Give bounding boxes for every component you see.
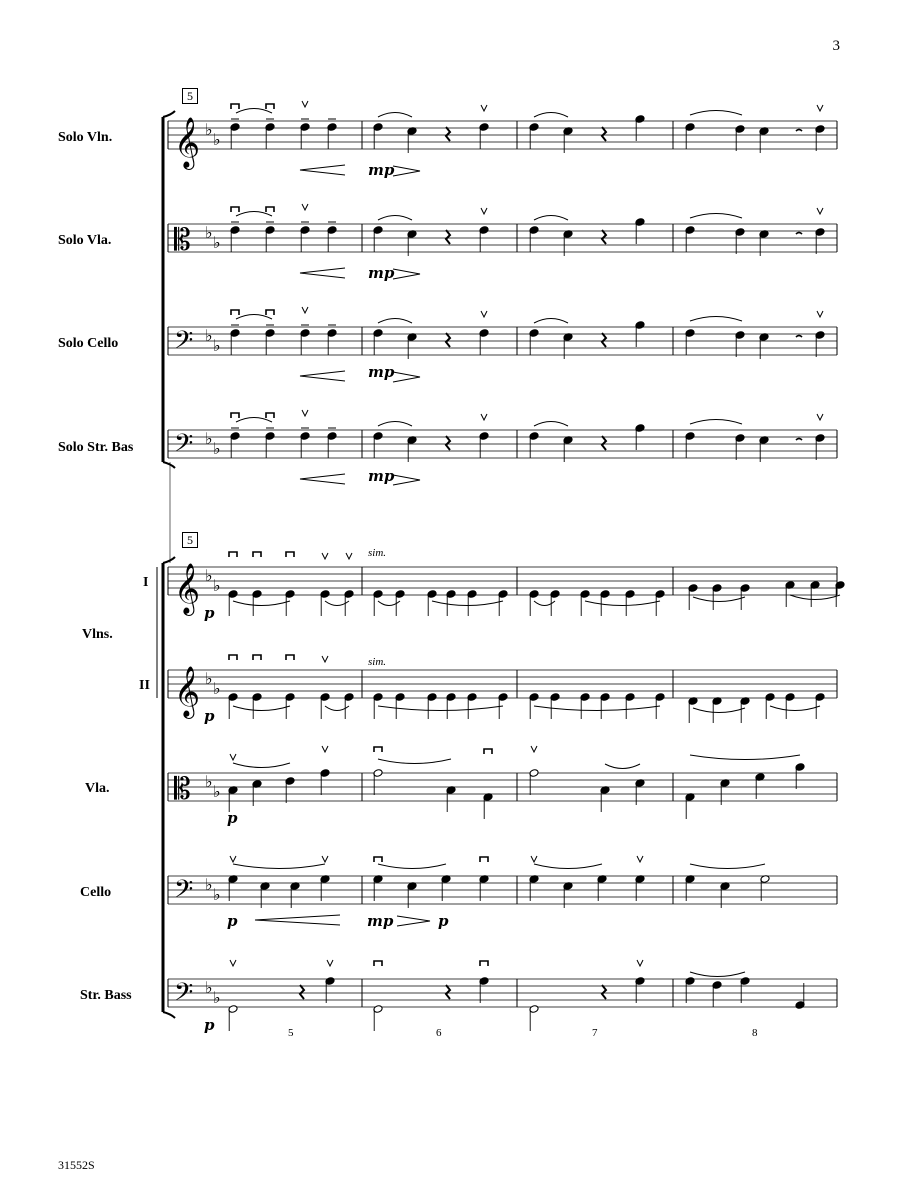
- slur: [378, 601, 400, 606]
- up-bow-icon: [817, 414, 823, 420]
- down-bow-icon: [231, 310, 239, 315]
- down-bow-icon: [286, 655, 294, 660]
- crescendo-hairpin: [300, 165, 345, 175]
- up-bow-icon: [481, 311, 487, 317]
- label-violins: Vlns.: [82, 627, 113, 642]
- slur: [534, 216, 568, 221]
- flat-icon: ♭: [213, 336, 221, 355]
- flat-icon: ♭: [205, 223, 213, 242]
- down-bow-icon: [266, 310, 274, 315]
- slur: [378, 113, 412, 118]
- down-bow-icon: [229, 655, 237, 660]
- quarter-rest: [300, 985, 304, 999]
- quarter-rest: [602, 985, 606, 999]
- up-bow-icon: [230, 856, 236, 862]
- up-bow-icon: [531, 856, 537, 862]
- bass-clef-icon: 𝄢: [174, 978, 194, 1013]
- slur: [236, 418, 272, 423]
- slur: [534, 706, 660, 711]
- dynamic-p: p: [227, 912, 238, 930]
- quarter-rest: [602, 127, 606, 141]
- slur: [378, 216, 412, 221]
- decrescendo-hairpin: [397, 916, 430, 926]
- crescendo-hairpin: [255, 915, 340, 925]
- down-bow-icon: [229, 552, 237, 557]
- flat-icon: ♭: [205, 429, 213, 448]
- flat-icon: ♭: [213, 679, 221, 698]
- flat-icon: ♭: [205, 772, 213, 791]
- down-bow-icon: [266, 413, 274, 418]
- dynamic-mp: mp: [368, 467, 395, 485]
- slur: [790, 595, 840, 600]
- alto-clef-icon: 𝄡: [174, 223, 191, 258]
- bass-clef-icon: 𝄢: [174, 875, 194, 910]
- dynamic-mp: mp: [368, 363, 395, 381]
- slur: [233, 601, 290, 606]
- slur: [690, 420, 742, 425]
- label-solo-cello: Solo Cello: [58, 336, 119, 351]
- up-bow-icon: [481, 105, 487, 111]
- label-string-bass: Str. Bass: [80, 988, 132, 1003]
- slur: [378, 864, 446, 869]
- eighth-rest: [796, 336, 802, 338]
- bass-clef-icon: 𝄢: [174, 326, 194, 361]
- label-violin-1: I: [143, 575, 149, 590]
- up-bow-icon: [637, 960, 643, 966]
- down-bow-icon: [374, 747, 382, 752]
- flat-icon: ♭: [205, 978, 213, 997]
- quarter-rest: [446, 230, 450, 244]
- down-bow-icon: [484, 749, 492, 754]
- flat-icon: ♭: [205, 875, 213, 894]
- down-bow-icon: [231, 207, 239, 212]
- down-bow-icon: [266, 104, 274, 109]
- alto-clef-icon: 𝄡: [174, 772, 191, 807]
- slur: [693, 597, 745, 602]
- flat-icon: ♭: [205, 566, 213, 585]
- flat-icon: ♭: [213, 885, 221, 904]
- up-bow-icon: [322, 553, 328, 559]
- treble-clef-icon: 𝄞: [174, 563, 201, 614]
- expression-sim: sim.: [368, 547, 387, 559]
- slur: [690, 317, 742, 322]
- slur: [236, 212, 272, 217]
- dynamic-p: p: [204, 604, 215, 622]
- quarter-rest: [446, 985, 450, 999]
- slur: [233, 864, 325, 869]
- quarter-rest: [602, 230, 606, 244]
- down-bow-icon: [231, 413, 239, 418]
- flat-icon: ♭: [205, 120, 213, 139]
- up-bow-icon: [481, 208, 487, 214]
- down-bow-icon: [286, 552, 294, 557]
- slur: [378, 319, 412, 324]
- slur: [432, 601, 503, 606]
- slur: [233, 706, 290, 711]
- up-bow-icon: [230, 960, 236, 966]
- page-number: 3: [832, 38, 840, 54]
- slur: [233, 763, 290, 768]
- flat-icon: ♭: [213, 130, 221, 149]
- flat-icon: ♭: [213, 988, 221, 1007]
- expression-sim: sim.: [368, 656, 387, 668]
- rehearsal-mark-system-2: 5: [182, 532, 198, 548]
- label-viola: Vla.: [85, 781, 110, 796]
- eighth-rest: [796, 439, 802, 441]
- decrescendo-hairpin: [393, 372, 420, 382]
- flat-icon: ♭: [213, 782, 221, 801]
- decrescendo-hairpin: [393, 269, 420, 279]
- eighth-rest: [796, 130, 802, 132]
- label-solo-string-bass: Solo Str. Bas: [58, 440, 134, 455]
- up-bow-icon: [322, 746, 328, 752]
- flat-icon: ♭: [213, 233, 221, 252]
- up-bow-icon: [531, 746, 537, 752]
- note-heads: [228, 109, 845, 1032]
- measure-number-5: 5: [288, 1027, 294, 1039]
- slur: [534, 864, 602, 869]
- slur: [378, 706, 503, 711]
- dynamic-p: p: [438, 912, 449, 930]
- treble-clef-icon: 𝄞: [174, 117, 201, 168]
- down-bow-icon: [480, 857, 488, 862]
- quarter-rest: [446, 333, 450, 347]
- flat-icon: ♭: [213, 439, 221, 458]
- slur: [534, 319, 568, 324]
- slur: [690, 755, 800, 760]
- dynamic-mp: mp: [368, 161, 395, 179]
- up-bow-icon: [322, 856, 328, 862]
- eighth-rest: [796, 233, 802, 235]
- dynamic-mp: mp: [367, 912, 394, 930]
- slur: [690, 214, 742, 219]
- quarter-rest: [602, 436, 606, 450]
- down-bow-icon: [253, 655, 261, 660]
- crescendo-hairpin: [300, 371, 345, 381]
- down-bow-icon: [253, 552, 261, 557]
- slur: [770, 706, 820, 711]
- quarter-rest: [446, 436, 450, 450]
- dynamic-p: p: [204, 1016, 215, 1034]
- bass-clef-icon: 𝄢: [174, 429, 194, 464]
- label-solo-viola: Solo Vla.: [58, 233, 112, 248]
- dynamic-p: p: [204, 707, 215, 725]
- up-bow-icon: [230, 754, 236, 760]
- quarter-rest: [446, 127, 450, 141]
- up-bow-icon: [817, 311, 823, 317]
- slur: [605, 764, 640, 769]
- rehearsal-mark-system-1: 5: [182, 88, 198, 104]
- label-cello: Cello: [80, 885, 112, 900]
- up-bow-icon: [346, 553, 352, 559]
- slur: [690, 111, 742, 116]
- crescendo-hairpin: [300, 268, 345, 278]
- system-brackets: [157, 111, 175, 1018]
- catalog-code: 31552S: [58, 1158, 95, 1172]
- up-bow-icon: [327, 960, 333, 966]
- treble-clef-icon: 𝄞: [174, 666, 201, 717]
- slur: [378, 759, 451, 764]
- down-bow-icon: [231, 104, 239, 109]
- slur: [690, 864, 765, 869]
- slur: [378, 422, 412, 427]
- label-solo-violin: Solo Vln.: [58, 130, 113, 145]
- down-bow-icon: [480, 961, 488, 966]
- slur: [534, 601, 555, 606]
- quarter-rest: [602, 333, 606, 347]
- down-bow-icon: [266, 207, 274, 212]
- up-bow-icon: [302, 410, 308, 416]
- measure-number-8: 8: [752, 1027, 758, 1039]
- up-bow-icon: [637, 856, 643, 862]
- decrescendo-hairpin: [393, 166, 420, 176]
- up-bow-icon: [817, 105, 823, 111]
- slur: [690, 972, 745, 977]
- flat-icon: ♭: [205, 326, 213, 345]
- slur: [236, 109, 272, 114]
- articulations-and-dynamics: [204, 101, 823, 1034]
- up-bow-icon: [817, 208, 823, 214]
- up-bow-icon: [302, 101, 308, 107]
- down-bow-icon: [374, 857, 382, 862]
- flat-icon: ♭: [205, 669, 213, 688]
- dynamic-p: p: [227, 809, 238, 827]
- label-violin-2: II: [139, 678, 150, 693]
- measure-number-7: 7: [592, 1027, 598, 1039]
- slur: [534, 422, 568, 427]
- measure-number-6: 6: [436, 1027, 442, 1039]
- down-bow-icon: [374, 961, 382, 966]
- decrescendo-hairpin: [393, 475, 420, 485]
- up-bow-icon: [481, 414, 487, 420]
- slur: [534, 113, 568, 118]
- crescendo-hairpin: [300, 474, 345, 484]
- slur: [693, 708, 745, 713]
- slur: [585, 601, 660, 606]
- slur: [236, 315, 272, 320]
- up-bow-icon: [322, 656, 328, 662]
- dynamic-mp: mp: [368, 264, 395, 282]
- up-bow-icon: [302, 307, 308, 313]
- up-bow-icon: [302, 204, 308, 210]
- flat-icon: ♭: [213, 576, 221, 595]
